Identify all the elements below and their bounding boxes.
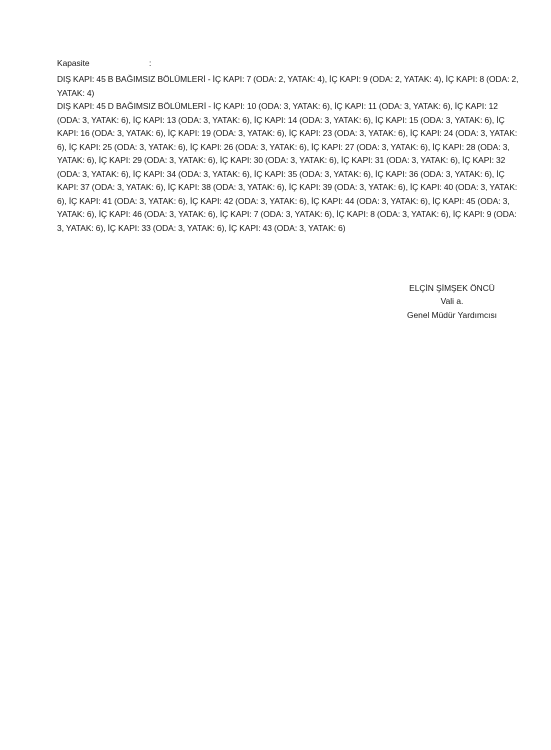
signatory-title: Genel Müdür Yardımcısı bbox=[407, 309, 497, 320]
capacity-label: Kapasite bbox=[57, 58, 90, 68]
signatory-name: ELÇİN ŞİMŞEK ÖNCÜ bbox=[409, 283, 495, 293]
capacity-separator: : bbox=[149, 58, 152, 68]
unit-list-45d: DIŞ KAPI: 45 D BAĞIMSIZ BÖLÜMLERİ - İÇ KAPI: 10 (ODA: 3, YATAK: 6), İÇ KAPI: 11 (ODA: 3, YATAK: 6), İÇ KAPI: 12 (ODA: 3, YATAK: 6), İÇ KAPI: 13 (ODA: 3, YATAK: 6), İÇ KAPI: 14 (ODA: 3, YATAK: 6), İÇ KAPI: 15 (ODA: 3, YATAK: 6), İÇ KAPI: 16 (ODA: 3, YATAK: 6), İÇ KAPI: 19 (ODA: 3, YATAK: 6), İÇ KAPI: 23 (ODA: 3, YATAK: 6), İÇ KAPI: 24 (ODA: 3, YATAK: 6), İÇ KAPI: 25 (ODA: 3, YATAK: 6), İÇ KAPI: 26 (ODA: 3, YATAK: 6), İÇ KAPI: 27 (ODA: 3, YATAK: 6), İÇ KAPI: 28 (ODA: 3, YATAK: 6), İÇ KAPI: 29 (ODA: 3, YATAK: 6), İÇ KAPI: 30 (ODA: 3, YATAK: 6), İÇ KAPI: 31 (ODA: 3, YATAK: 6), İÇ KAPI: 32 (ODA: 3, YATAK: 6), İÇ KAPI: 34 (ODA: 3, YATAK: 6), İÇ KAPI: 35 (ODA: 3, YATAK: 6), İÇ KAPI: 36 (ODA: 3, YATAK: 6), İÇ KAPI: 37 (ODA: 3, YATAK: 6), İÇ KAPI: 38 (ODA: 3, YATAK: 6), İÇ KAPI: 39 (ODA: 3, YATAK: 6), İÇ KAPI: 40 (ODA: 3, YATAK: 6), İÇ KAPI: 41 (ODA: 3, YATAK: 6), İÇ KAPI: 42 (ODA: 3, YATAK: 6), İÇ KAPI: 44 (ODA: 3, YATAK: 6), İÇ KAPI: 45 (ODA: 3, YATAK: 6), İÇ KAPI: 46 (ODA: 3, YATAK: 6), İÇ KAPI: 7 (ODA: 3, YATAK: 6), İÇ KAPI: 8 (ODA: 3, YATAK: 6), İÇ KAPI: 9 (ODA: 3, YATAK: 6), İÇ KAPI: 33 (ODA: 3, YATAK: 6), İÇ KAPI: 43 (ODA: 3, YATAK: 6) bbox=[57, 101, 518, 234]
unit-list-45b: DIŞ KAPI: 45 B BAĞIMSIZ BÖLÜMLERİ - İÇ KAPI: 7 (ODA: 2, YATAK: 4), İÇ KAPI: 9 (ODA: 2, YATAK: 4), İÇ KAPI: 8 (ODA: 2, YATAK: 4) bbox=[57, 74, 519, 98]
signature-block bbox=[390, 282, 514, 322]
signatory-on-behalf: Vali a. bbox=[440, 296, 464, 307]
capacity-details bbox=[57, 73, 519, 236]
